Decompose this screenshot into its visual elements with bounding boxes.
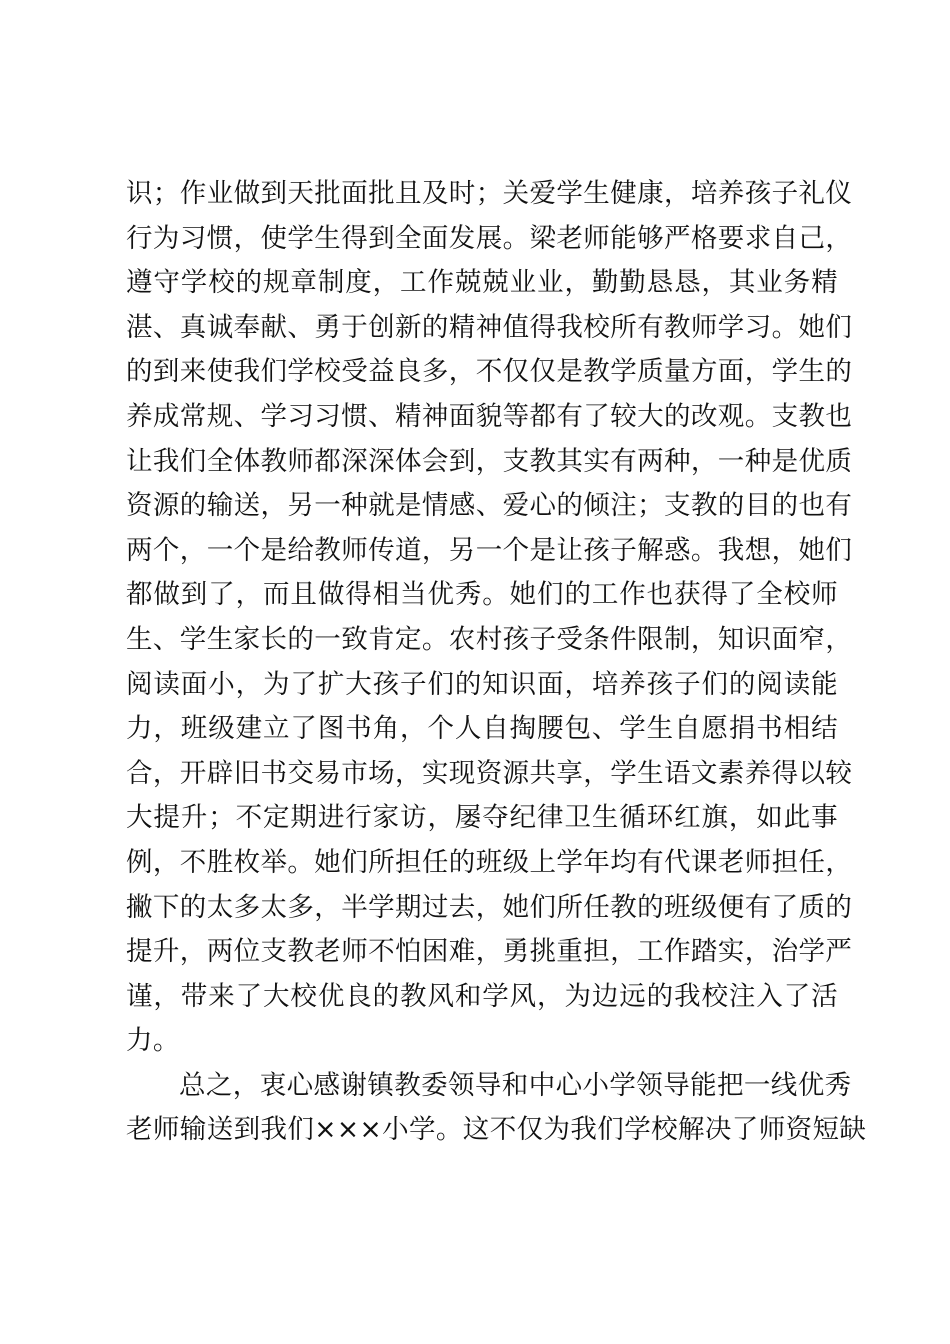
text-line: 生、学生家长的一致肯定。农村孩子受条件限制，知识面窄，	[126, 623, 853, 655]
text-line: 湛、真诚奉献、勇于创新的精神值得我校所有教师学习。她们	[126, 311, 853, 343]
text-line: 提升，两位支教老师不怕困难，勇挑重担，工作踏实，治学严	[126, 936, 853, 968]
text-line: 力。	[126, 1025, 180, 1057]
text-line: 都做到了，而且做得相当优秀。她们的工作也获得了全校师	[126, 579, 838, 611]
body-text	[126, 172, 867, 1153]
text-line: 两个，一个是给教师传道，另一个是让孩子解惑。我想，她们	[126, 534, 853, 566]
text-line: 行为习惯，使学生得到全面发展。梁老师能够严格要求自己，	[126, 222, 853, 254]
text-line: 识；作业做到天批面批且及时；关爱学生健康，培养孩子礼仪	[126, 178, 853, 209]
text-line: 遵守学校的规章制度，工作兢兢业业，勤勤恳恳，其业务精	[126, 267, 838, 299]
text-line: 总之，衷心感谢镇教委领导和中心小学领导能把一线优秀	[179, 1069, 852, 1101]
text-line: 让我们全体教师都深深体会到，支教其实有两种，一种是优质	[126, 445, 853, 477]
paragraph-1	[126, 172, 853, 1064]
text-line: 大提升；不定期进行家访，屡夺纪律卫生循环红旗，如此事	[126, 802, 838, 834]
text-line: 资源的输送，另一种就是情感、爱心的倾注；支教的目的也有	[126, 490, 853, 522]
text-line: 谨，带来了大校优良的教风和学风，为边远的我校注入了活	[126, 980, 838, 1012]
text-line: 力，班级建立了图书角，个人自掏腰包、学生自愿捐书相结	[126, 713, 838, 745]
text-line: 阅读面小，为了扩大孩子们的知识面，培养孩子们的阅读能	[126, 668, 838, 700]
text-line: 老师输送到我们×××小学。这不仅为我们学校解决了师资短缺	[126, 1114, 867, 1146]
text-line: 合，开辟旧书交易市场，实现资源共享，学生语文素养得以较	[126, 757, 853, 789]
text-line: 撇下的太多太多，半学期过去，她们所任教的班级便有了质的	[126, 891, 853, 923]
text-line: 养成常规、学习习惯、精神面貌等都有了较大的改观。支教也	[126, 400, 853, 432]
paragraph-2	[126, 1064, 867, 1153]
text-line: 的到来使我们学校受益良多，不仅仅是教学质量方面，学生的	[126, 356, 853, 388]
text-line: 例，不胜枚举。她们所担任的班级上学年均有代课老师担任，	[126, 846, 853, 878]
